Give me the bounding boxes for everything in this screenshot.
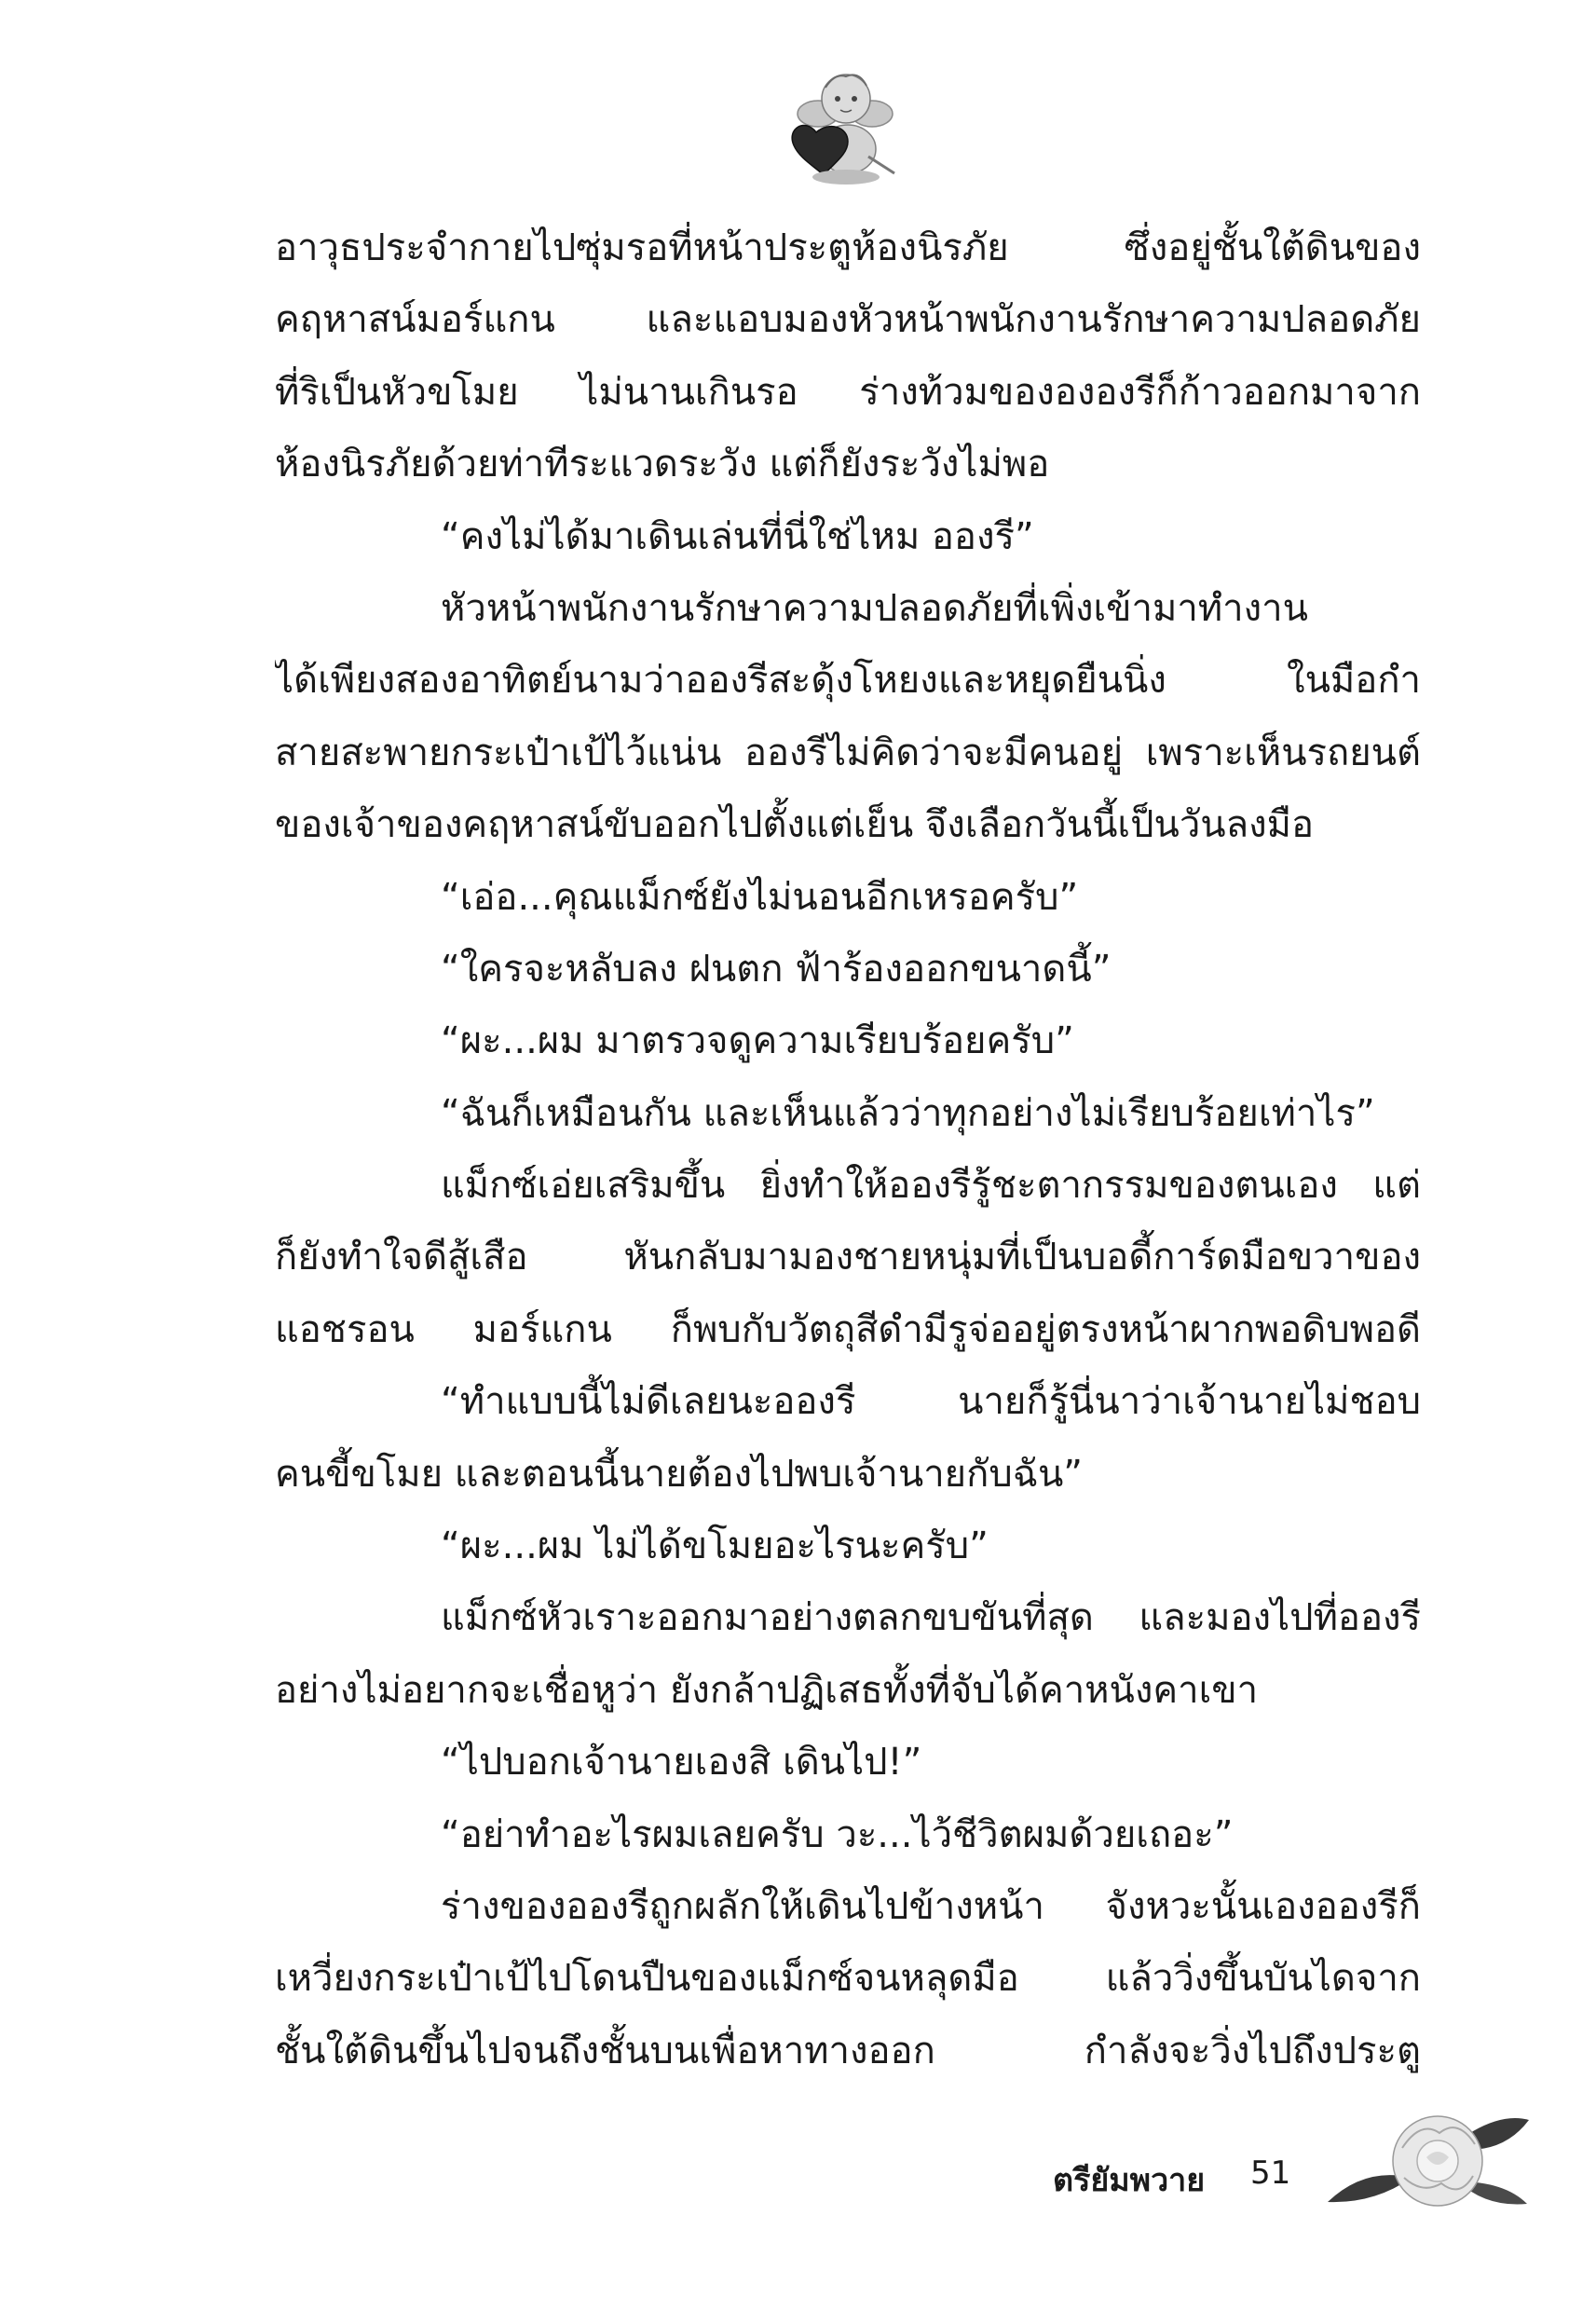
- text-line: “เอ่อ...คุณแม็กซ์ยังไม่นอนอีกเหรอครับ”: [441, 875, 1079, 919]
- text-line: อาวุธประจำกายไปซุ่มรอที่หน้าประตูห้องนิรภัย ซึ่งอยู่ชั้นใต้ดินของ: [275, 226, 1421, 269]
- text-line: ร่างของอองรีถูกผลักให้เดินไปข้างหน้า จังหวะนั้นเองอองรีก็: [441, 1884, 1421, 1928]
- page-number: 51: [1250, 2154, 1291, 2192]
- text-line: แม็กซ์หัวเราะออกมาอย่างตลกขบขันที่สุด และมองไปที่อองรี: [441, 1596, 1421, 1640]
- text-line: แอชรอน มอร์แกน ก็พบกับวัตถุสีดำมีรูจ่ออยู่ตรงหน้าผากพอดิบพอดี: [275, 1307, 1421, 1351]
- text-line: คฤหาสน์มอร์แกน และแอบมองหัวหน้าพนักงานรักษาความปลอดภัย: [275, 298, 1421, 342]
- text-line: สายสะพายกระเป๋าเป้ไว้แน่น อองรีไม่คิดว่าจะมีคนอยู่ เพราะเห็นรถยนต์: [275, 731, 1421, 774]
- text-line: “ใครจะหลับลง ฝนตก ฟ้าร้องออกขนาดนี้”: [441, 947, 1112, 991]
- text-line: คนขี้ขโมย และตอนนี้นายต้องไปพบเจ้านายกับฉัน”: [275, 1452, 1084, 1496]
- text-line: “ทำแบบนี้ไม่ดีเลยนะอองรี นายก็รู้นี่นาว่าเจ้านายไม่ชอบ: [441, 1380, 1421, 1424]
- text-line: “ฉันก็เหมือนกัน และเห็นแล้วว่าทุกอย่างไม่เรียบร้อยเท่าไร”: [441, 1091, 1375, 1135]
- text-line: แม็กซ์เอ่ยเสริมขึ้น ยิ่งทำให้อองรีรู้ชะตากรรมของตนเอง แต่: [441, 1164, 1421, 1208]
- text-line: ที่ริเป็นหัวขโมย ไม่นานเกินรอ ร่างท้วมของององรีก็ก้าวออกมาจาก: [275, 370, 1421, 414]
- text-line: ของเจ้าของคฤหาสน์ขับออกไปตั้งแต่เย็น จึงเลือกวันนี้เป็นวันลงมือ: [275, 803, 1315, 847]
- text-line: “อย่าทำอะไรผมเลยครับ วะ...ไว้ชีวิตผมด้วยเถอะ”: [441, 1812, 1234, 1856]
- text-line: ก็ยังทำใจดีสู้เสือ หันกลับมามองชายหนุ่มที่เป็นบอดี้การ์ดมือขวาของ: [275, 1236, 1421, 1279]
- text-line: “ผะ...ผม มาตรวจดูความเรียบร้อยครับ”: [441, 1019, 1074, 1063]
- text-line: “คงไม่ได้มาเดินเล่นที่นี่ใช่ไหม อองรี”: [441, 514, 1034, 558]
- text-line: ชั้นใต้ดินขึ้นไปจนถึงชั้นบนเพื่อหาทางออก กำลังจะวิ่งไปถึงประตู: [275, 2029, 1421, 2072]
- text-line: “ไปบอกเจ้านายเองสิ เดินไป!”: [441, 1741, 922, 1785]
- text-line: เหวี่ยงกระเป๋าเป้ไปโดนปืนของแม็กซ์จนหลุดมือ แล้ววิ่งขึ้นบันไดจาก: [275, 1957, 1421, 2001]
- book-title: ตรียัมพวาย: [1053, 2162, 1206, 2199]
- flower-icon: [1318, 2092, 1533, 2218]
- text-line: หัวหน้าพนักงานรักษาความปลอดภัยที่เพิ่งเข้ามาทำงาน: [441, 586, 1308, 630]
- text-line: ได้เพียงสองอาทิตย์นามว่าอองรีสะดุ้งโหยงและหยุดยืนนิ่ง ในมือกำ: [275, 659, 1421, 703]
- text-line: อย่างไม่อยากจะเชื่อหูว่า ยังกล้าปฏิเสธทั้งที่จับได้คาหนังคาเขา: [275, 1668, 1259, 1712]
- body-text: [275, 212, 1421, 2087]
- cherub-heart-icon: [779, 60, 909, 190]
- text-line: ห้องนิรภัยด้วยท่าทีระแวดระวัง แต่ก็ยังระวังไม่พอ: [275, 443, 1050, 486]
- text-line: “ผะ...ผม ไม่ได้ขโมยอะไรนะครับ”: [441, 1525, 989, 1568]
